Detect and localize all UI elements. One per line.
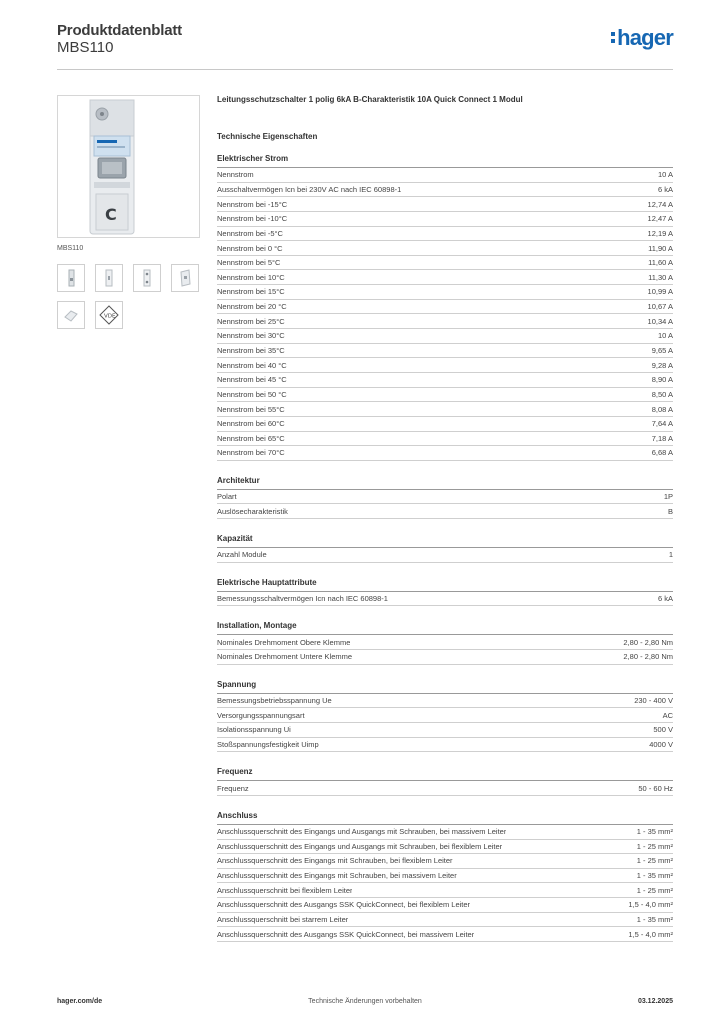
- property-label: Nennstrom bei 40 °C: [217, 360, 287, 370]
- property-label: Bemessungsbetriebsspannung Ue: [217, 695, 332, 705]
- table-row: [217, 927, 673, 942]
- table-row: [217, 168, 673, 183]
- property-value: 10 A: [657, 170, 673, 180]
- group-title: Installation, Montage: [217, 621, 673, 635]
- property-label: Anschlussquerschnitt des Eingangs und Ausgangs mit Schrauben, bei massivem Leiter: [217, 827, 507, 837]
- section-title: Technische Eigenschaften: [217, 132, 318, 141]
- property-label: Frequenz: [217, 783, 249, 793]
- footer-date: 03.12.2025: [637, 998, 673, 1005]
- property-label: Stoßspannungsfestigkeit Uimp: [217, 739, 319, 749]
- property-label: Nennstrom: [217, 170, 254, 180]
- property-label: Nennstrom bei -5°C: [217, 228, 283, 238]
- group-title: Kapazität: [217, 534, 673, 548]
- property-value: 1: [668, 550, 673, 560]
- property-value: 10,99 A: [647, 287, 673, 297]
- property-value: 6 kA: [657, 594, 673, 604]
- property-group: [217, 154, 673, 461]
- table-row: [217, 270, 673, 285]
- table-row: [217, 432, 673, 447]
- property-value: 1 - 25 mm²: [636, 856, 673, 866]
- property-label: Anschlussquerschnitt bei flexiblem Leiter: [217, 885, 353, 895]
- group-title: Elektrische Hauptattribute: [217, 578, 673, 592]
- group-title: Frequenz: [217, 767, 673, 781]
- table-row: [217, 708, 673, 723]
- property-label: Nennstrom bei 5°C: [217, 258, 281, 268]
- group-title: Elektrischer Strom: [217, 154, 673, 168]
- property-label: Anschlussquerschnitt des Eingangs und Ausgangs mit Schrauben, bei flexiblem Leiter: [217, 841, 503, 851]
- property-label: Anschlussquerschnitt bei starrem Leiter: [217, 915, 349, 925]
- property-group: [217, 680, 673, 753]
- property-value: 9,28 A: [651, 360, 673, 370]
- property-value: AC: [662, 710, 673, 720]
- table-row: [217, 358, 673, 373]
- property-label: Nennstrom bei -15°C: [217, 199, 288, 209]
- property-group: [217, 534, 673, 563]
- property-value: 1 - 25 mm²: [636, 841, 673, 851]
- document-title: Produktdatenblatt: [57, 22, 182, 39]
- property-label: Nennstrom bei 20 °C: [217, 302, 287, 312]
- property-label: Anzahl Module: [217, 550, 267, 560]
- property-label: Anschlussquerschnitt des Ausgangs SSK QuickConnect, bei flexiblem Leiter: [217, 900, 471, 910]
- property-label: Nennstrom bei 45 °C: [217, 375, 287, 385]
- property-value: 500 V: [653, 725, 673, 735]
- table-row: [217, 183, 673, 198]
- property-value: B: [667, 506, 673, 516]
- product-media: [57, 95, 200, 329]
- side-view-icon[interactable]: [95, 264, 123, 292]
- property-label: Nominales Drehmoment Untere Klemme: [217, 652, 353, 662]
- table-row: [217, 781, 673, 796]
- image-caption: MBS110: [57, 245, 84, 252]
- table-row: [217, 869, 673, 884]
- table-row: [217, 388, 673, 403]
- property-label: Nennstrom bei 25°C: [217, 316, 285, 326]
- table-row: [217, 825, 673, 840]
- property-label: Isolationsspannung Ui: [217, 725, 291, 735]
- property-value: 4000 V: [649, 739, 673, 749]
- table-row: [217, 417, 673, 432]
- product-photo[interactable]: [57, 95, 200, 238]
- footer-disclaimer: Technische Änderungen vorbehalten: [308, 998, 422, 1005]
- property-label: Nennstrom bei 30°C: [217, 331, 285, 341]
- table-row: [217, 913, 673, 928]
- page-header: [57, 22, 673, 70]
- property-label: Anschlussquerschnitt des Eingangs mit Schrauben, bei massivem Leiter: [217, 871, 457, 881]
- table-row: [217, 256, 673, 271]
- property-group: [217, 476, 673, 519]
- table-row: [217, 300, 673, 315]
- property-group: [217, 578, 673, 607]
- property-group: [217, 767, 673, 796]
- property-label: Nennstrom bei 65°C: [217, 433, 285, 443]
- terminal-view-icon[interactable]: [133, 264, 161, 292]
- property-value: 2,80 - 2,80 Nm: [623, 652, 673, 662]
- table-row: [217, 898, 673, 913]
- table-row: [217, 241, 673, 256]
- property-label: Nennstrom bei 15°C: [217, 287, 285, 297]
- property-value: 10,34 A: [647, 316, 673, 326]
- table-row: [217, 548, 673, 563]
- property-value: 12,19 A: [647, 228, 673, 238]
- property-value: 12,74 A: [647, 199, 673, 209]
- table-row: [217, 490, 673, 505]
- property-value: 10 A: [657, 331, 673, 341]
- product-photo-icon[interactable]: [57, 264, 85, 292]
- table-row: [217, 504, 673, 519]
- certification-mark-icon[interactable]: [95, 301, 123, 329]
- top-view-icon[interactable]: [57, 301, 85, 329]
- table-row: [217, 227, 673, 242]
- property-value: 1,5 - 4,0 mm²: [628, 900, 673, 910]
- product-description: Leitungsschutzschalter 1 polig 6kA B-Charakteristik 10A Quick Connect 1 Modul: [217, 95, 523, 104]
- table-row: [217, 212, 673, 227]
- property-group: [217, 811, 673, 942]
- property-label: Versorgungsspannungsart: [217, 710, 305, 720]
- property-value: 7,18 A: [651, 433, 673, 443]
- property-value: 11,30 A: [648, 272, 673, 282]
- property-label: Auslösecharakteristik: [217, 506, 288, 516]
- property-value: 6,68 A: [651, 448, 673, 458]
- property-value: 10,67 A: [647, 302, 673, 312]
- svg-text:C: C: [105, 205, 117, 224]
- property-group: [217, 621, 673, 664]
- table-row: [217, 314, 673, 329]
- property-value: 1,5 - 4,0 mm²: [628, 929, 673, 939]
- table-row: [217, 883, 673, 898]
- property-label: Anschlussquerschnitt des Ausgangs SSK QuickConnect, bei massivem Leiter: [217, 929, 475, 939]
- property-value: 6 kA: [657, 184, 673, 194]
- table-row: [217, 197, 673, 212]
- property-value: 1 - 35 mm²: [636, 827, 673, 837]
- table-row: [217, 694, 673, 709]
- table-row: [217, 854, 673, 869]
- page-footer: [57, 998, 673, 1010]
- property-value: 8,08 A: [651, 404, 673, 414]
- circuit-breaker-image: [58, 96, 199, 237]
- product-code: MBS110: [57, 39, 114, 56]
- property-value: 1P: [663, 492, 673, 502]
- property-value: 8,50 A: [651, 389, 673, 399]
- svg-text:VDE: VDE: [104, 313, 116, 320]
- logo-colon-icon: [611, 32, 615, 43]
- table-row: [217, 723, 673, 738]
- property-value: 1 - 35 mm²: [636, 915, 673, 925]
- logo-text: hager: [617, 25, 673, 50]
- property-groups: [217, 154, 673, 942]
- group-title: Anschluss: [217, 811, 673, 825]
- table-row: [217, 344, 673, 359]
- property-label: Nennstrom bei 55°C: [217, 404, 285, 414]
- property-value: 11,60 A: [648, 258, 673, 268]
- property-value: 8,90 A: [651, 375, 673, 385]
- table-row: [217, 285, 673, 300]
- property-label: Polart: [217, 492, 237, 502]
- property-label: Nominales Drehmoment Obere Klemme: [217, 637, 351, 647]
- property-value: 2,80 - 2,80 Nm: [623, 637, 673, 647]
- table-row: [217, 738, 673, 753]
- angled-view-icon[interactable]: [171, 264, 199, 292]
- property-value: 230 - 400 V: [634, 695, 673, 705]
- table-row: [217, 373, 673, 388]
- property-value: 9,65 A: [651, 346, 673, 355]
- table-row: [217, 329, 673, 344]
- property-value: 1 - 35 mm²: [636, 871, 673, 881]
- hager-logo: [611, 26, 673, 50]
- table-row: [217, 402, 673, 417]
- property-label: Nennstrom bei -10°C: [217, 214, 288, 224]
- property-label: Bemessungsschaltvermögen Icn nach IEC 60898-1: [217, 594, 388, 604]
- table-row: [217, 650, 673, 665]
- property-label: Anschlussquerschnitt des Eingangs mit Schrauben, bei flexiblem Leiter: [217, 856, 453, 866]
- property-label: Nennstrom bei 70°C: [217, 448, 285, 458]
- property-label: Nennstrom bei 50 °C: [217, 389, 287, 399]
- property-label: Nennstrom bei 60°C: [217, 419, 285, 429]
- property-value: 7,64 A: [651, 419, 673, 429]
- property-value: 50 - 60 Hz: [638, 783, 673, 793]
- table-row: [217, 446, 673, 461]
- datasheet-content: [217, 95, 673, 942]
- property-label: Nennstrom bei 0 °C: [217, 243, 283, 253]
- thumbnail-gallery: [57, 264, 200, 329]
- group-title: Spannung: [217, 680, 673, 694]
- property-label: Ausschaltvermögen Icn bei 230V AC nach IEC 60898-1: [217, 184, 402, 194]
- property-value: 11,90 A: [648, 243, 673, 253]
- group-title: Architektur: [217, 476, 673, 490]
- property-value: 12,47 A: [647, 214, 673, 224]
- property-value: 1 - 25 mm²: [636, 885, 673, 895]
- property-label: Nennstrom bei 35°C: [217, 346, 285, 355]
- footer-website-link[interactable]: hager.com/de: [57, 998, 103, 1005]
- table-row: [217, 592, 673, 607]
- property-label: Nennstrom bei 10°C: [217, 272, 285, 282]
- table-row: [217, 635, 673, 650]
- table-row: [217, 840, 673, 855]
